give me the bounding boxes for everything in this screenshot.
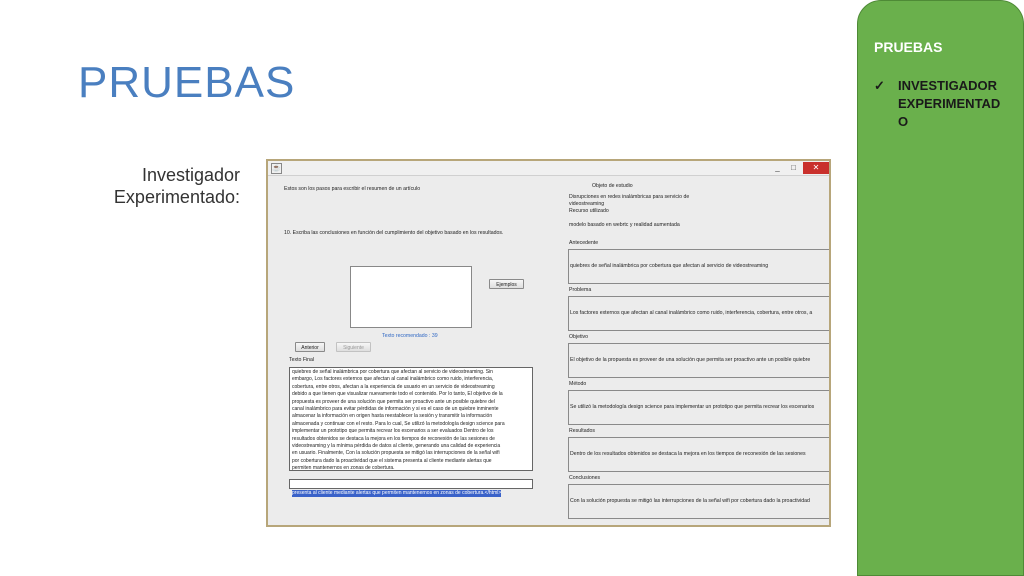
slide-title: PRUEBAS xyxy=(78,58,296,107)
study-object-line-2: videostreaming xyxy=(569,201,605,207)
section-label-problema: Problema xyxy=(569,287,592,293)
section-label-objetivo: Objetivo xyxy=(569,334,589,340)
section-box-conclusiones[interactable] xyxy=(568,484,829,519)
intro-label: Estos son los pasos para escribir el resumen de un artículo xyxy=(284,186,421,192)
side-panel-item xyxy=(874,77,1020,131)
section-text: quiebres de señal inalámbrica por cobertura que afectan al servicio de videostreaming xyxy=(570,263,769,269)
close-button[interactable]: ✕ xyxy=(803,162,829,174)
examples-button[interactable]: Ejemplos xyxy=(489,279,524,289)
final-text-line: propuesta es proveer de una solución que permita ser proactivo ante un posible quiebre del xyxy=(292,398,495,405)
final-text-area[interactable] xyxy=(289,367,533,471)
final-text-line: en usuario. Finalmente, Con la solución propuesta se mitigó las interrupciones de la señal wifi xyxy=(292,450,500,457)
section-label-antecedente: Antecedente xyxy=(569,240,599,246)
final-text-line: permiten mantenernos en zonas de cobertura. xyxy=(292,465,395,471)
resource-value: modelo basado en webrtc y realidad aumentada xyxy=(569,222,680,228)
final-text-line: por cobertura dado la proactividad que el sistema presenta al cliente mediante alertas que xyxy=(292,457,492,464)
minimize-button[interactable]: _ xyxy=(775,163,780,172)
prev-button[interactable]: Anterior xyxy=(295,342,325,352)
section-text: Dentro de los resultados obtenidos se destaca la mejora en los tiempos de reconexión de las sesiones xyxy=(570,451,806,457)
final-text-line: almacenar la información en origen hasta reestablecer la sesión y transmitir la información xyxy=(292,413,493,420)
subtitle-line-2: Experimentado: xyxy=(113,187,240,207)
final-text-line: almacenada y continuar con el resto. Para lo cual, Se utilizó la metodología design science para xyxy=(292,420,505,427)
final-text-line: debido a que tienen que visualizar nuevamente todo el contenido. Por lo tanto, El objetivo de la xyxy=(292,391,503,398)
section-box-objetivo[interactable] xyxy=(568,343,829,378)
side-panel-item-label xyxy=(898,77,1000,131)
final-text-line: embargo, Los factores externos que afectan al canal inalámbrico como ruido, interferencia, xyxy=(292,376,494,383)
next-button[interactable]: Siguiente xyxy=(336,342,371,352)
final-text-line: resultados obtenidos se destaca la mejora en los tiempos de reconexión de las sesiones de xyxy=(292,435,495,442)
final-text-line: videostreaming y la mínima pérdida de datos al cliente, generando una calidad de experiencia xyxy=(292,443,501,450)
item-line-3: O xyxy=(898,114,909,129)
study-object-label: Objeto de estudio xyxy=(592,183,633,189)
study-object-line-1: Disrupciones en redes inalámbricas para servicio de xyxy=(569,194,690,200)
section-box-problema[interactable] xyxy=(568,296,829,331)
section-text: Con la solución propuesta se mitigó las interrupciones de la señal wifi por cobertura dado la proactividad xyxy=(570,498,810,504)
window-titlebar xyxy=(268,161,829,176)
section-text: El objetivo de la propuesta es proveer de una solución que permita ser proactivo ante un posible quiebre xyxy=(570,357,811,363)
section-box-metodo[interactable] xyxy=(568,390,829,425)
slide-subtitle xyxy=(100,164,240,208)
final-input-field[interactable] xyxy=(289,479,533,496)
app-screenshot xyxy=(266,159,831,527)
section-label-metodo: Método xyxy=(569,381,587,387)
resource-label: Recurso utilizado xyxy=(569,208,609,214)
section-text: Se utilizó la metodología design science para implementar un prototipo que permita recrear los escenarios xyxy=(570,404,815,410)
step-label: 10. Escriba las conclusiones en función del cumplimiento del objetivo basado en los resultados. xyxy=(284,230,504,236)
recommended-text: Texto recomendado : 39 xyxy=(382,333,438,339)
answer-textarea[interactable] xyxy=(350,266,472,328)
final-text-line: canal inalámbrico para evitar pérdidas de información y si es el caso de un quiebre inminente xyxy=(292,406,499,413)
final-text-line: quiebres de señal inalámbrica por cobertura que afectan al servicio de videostreaming. Sin xyxy=(292,369,493,375)
item-line-2: EXPERIMENTAD xyxy=(898,96,1001,111)
final-text-line: cobertura, entre otros, afectan a la experiencia de usuario en un servicio de videostreaming xyxy=(292,383,495,390)
section-text: Los factores externos que afectan al canal inalámbrico como ruido, interferencia, cobertura, entre otros, a xyxy=(570,310,813,316)
item-line-1: INVESTIGADOR xyxy=(898,78,997,93)
app-window xyxy=(268,161,829,525)
final-text-line: implementar un prototipo que permita recrear los escenarios a ser evaluados Dentro de los xyxy=(292,428,494,435)
section-box-antecedente[interactable] xyxy=(568,249,829,284)
side-panel xyxy=(857,0,1024,576)
side-panel-title: PRUEBAS xyxy=(874,39,943,55)
java-window-icon: ☕ xyxy=(272,165,281,172)
subtitle-line-1: Investigador xyxy=(141,165,240,185)
maximize-button[interactable]: □ xyxy=(791,163,796,172)
final-text-label: Texto Final xyxy=(289,357,315,363)
section-label-conclusiones: Conclusiones xyxy=(569,475,601,481)
selected-input-text: presenta al cliente mediante alertas que permiten mantenernos en zonas de cobertura.</html> xyxy=(292,490,502,496)
section-label-resultados: Resultados xyxy=(569,428,595,434)
checkmark-icon: ✓ xyxy=(874,78,885,93)
section-box-resultados[interactable] xyxy=(568,437,829,472)
